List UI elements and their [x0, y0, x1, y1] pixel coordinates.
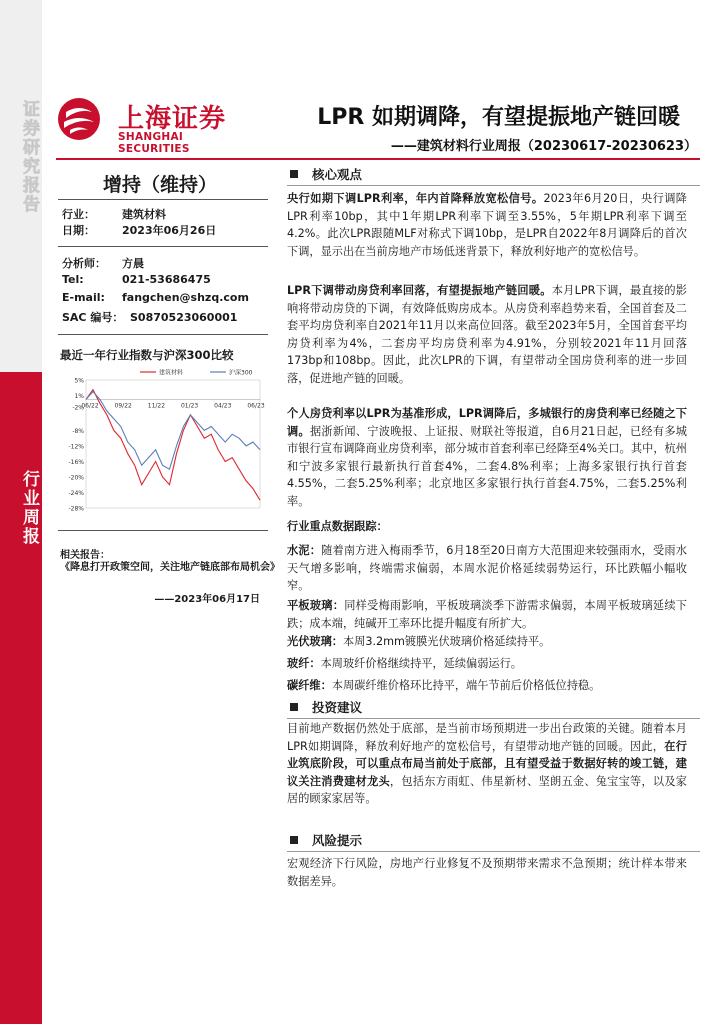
tracking-glass: 平板玻璃：同样受梅雨影响，平板玻璃淡季下游需求偏弱，本周平板玻璃延续下跌；成本端，纯碱开工率环比提升幅度有所扩大。 — [287, 599, 687, 630]
tracking-cement: 水泥：随着南方进入梅雨季节，6月18至20日南方大范围迎来较强雨水，受雨水天气增多影响，终端需求偏弱，本周水泥价格延续弱势运行，环比跌幅小幅收窄。 — [287, 544, 687, 593]
x-tick-label: 09/22 — [114, 402, 132, 410]
related-report-date: ——2023年06月17日 — [154, 594, 260, 605]
brand-name-cn: 上海证券 — [118, 104, 227, 134]
legend-label: 建筑材料 — [159, 369, 184, 377]
analyst-divider — [58, 334, 268, 335]
square-bullet-icon — [290, 836, 298, 844]
rating-divider — [58, 199, 268, 200]
report-title: LPR 如期调降，有望提振地产链回暖 — [317, 105, 680, 130]
y-tick-label: -24% — [68, 489, 84, 497]
brand-logo — [56, 96, 252, 155]
y-tick-label: -20% — [68, 474, 84, 482]
section-risk-title: 风险提示 — [290, 831, 362, 849]
x-tick-label: 11/22 — [147, 402, 166, 410]
analyst-name: 分析师： 方晨 — [62, 257, 144, 270]
y-tick-label: -8% — [72, 427, 84, 435]
tracking-fiberglass: 玻纤：本周玻纤价格继续持平，延续偏弱运行。 — [287, 657, 522, 670]
shanghai-securities-logo-icon — [56, 96, 102, 142]
x-tick-label: 04/23 — [214, 402, 232, 410]
report-subtitle: ——建筑材料行业周报（20230617-20230623） — [390, 139, 697, 154]
title-divider — [56, 158, 700, 160]
core-para-1: 央行如期下调LPR利率，年内首降释放宽松信号。2023年6月20日，央行调降LPR利率10bp，其中1年期LPR利率下调至3.55%，5年期LPR利率下调至4.2%。此次LPR跟随MLF对称式下调10bp，是LPR自2022年8月调降后的首次下调，显示出在当前房地产市场低迷背景下，释放利好地产的宽松信号。 — [287, 192, 687, 258]
analyst-tel: Tel: 021-53686475 — [62, 273, 211, 286]
x-tick-label: 06/23 — [247, 402, 265, 410]
tracking-carbon-fiber: 碳纤维：本周碳纤维价格环比持平，端午节前后价格低位持稳。 — [287, 679, 601, 692]
rating: 增持（维持） — [102, 174, 217, 196]
x-tick-label: 01/23 — [180, 402, 199, 410]
square-bullet-icon — [290, 170, 298, 178]
related-reports-title: 相关报告： — [60, 550, 110, 561]
x-tick-label: 06/22 — [81, 402, 99, 410]
risk-para: 宏观经济下行风险，房地产行业修复不及预期带来需求不急预期；统计样本带来数据差异。 — [287, 857, 687, 888]
section-core-title: 核心观点 — [290, 165, 362, 183]
invest-divider — [287, 718, 700, 719]
tracking-title: 行业重点数据跟踪： — [287, 520, 388, 533]
y-tick-label: 1% — [74, 393, 84, 401]
meta-date: 日期： 2023年06月26日 — [62, 224, 217, 237]
series-line-building-materials — [86, 390, 260, 501]
invest-para: 目前地产数据仍然处于底部，是当前市场预期进一步出台政策的关键。随着本月LPR如期调降，释放利好地产的宽松信号，有望带动地产链的回暖。因此，在行业筑底阶段，可以重点布局当前处于底部，且有望受益于数据好转的竣工链，建议关注消费建材龙头，包括东方雨虹、伟星新材、坚朗五金、兔宝宝等，以及家居的顾家家居等。 — [287, 722, 687, 806]
legend-label: 沪深300 — [229, 369, 253, 377]
index-comparison-chart — [58, 368, 268, 518]
y-tick-label: -16% — [68, 458, 84, 466]
core-divider — [287, 185, 700, 186]
y-tick-label: 5% — [74, 377, 84, 385]
related-report-link[interactable]: 《降息打开政策空间，关注地产链底部布局机会》 — [60, 562, 280, 573]
series-line-csi300 — [86, 392, 260, 470]
meta-divider — [58, 246, 268, 247]
core-para-2: LPR下调带动房贷利率回落，有望提振地产链回暖。本月LPR下调，最直接的影响将带动房贷的下调，有效降低购房成本。从房贷利率趋势来看，全国首套及二套平均房贷利率自2021年11月以来高位回落。截至2023年5月，全国首套平均房贷利率为4%，二套房平均房贷利率为4.91%，分别较2021年11月回落173bp和108bp。因此，此次LPR的下调，有望带动全国房贷利率的进一步回落，促进地产链的回暖。 — [287, 284, 687, 385]
meta-industry: 行业： 建筑材料 — [62, 208, 166, 221]
side-label-weekly: 行业周报 — [19, 470, 39, 546]
core-para-3: 个人房贷利率以LPR为基准形成，LPR调降后，多城银行的房贷利率已经随之下调。据浙新闻、宁波晚报、上证报、财联社等报道，自6月21日起，已经有多城市银行宣布调降商业房贷利率，部分城市首套利率已经降至4%关口。其中，杭州和宁波多家银行最新执行首套4%，二套4.8%利率；上海多家银行执行首套4.55%，二套5.25%利率；北京地区多家银行执行首套4.75%，二套5.25%利率。 — [287, 407, 687, 508]
brand-name-en: SHANGHAI SECURITIES — [118, 131, 190, 155]
analyst-email[interactable]: E-mail: fangchen@shzq.com — [62, 291, 249, 304]
chart-title: 最近一年行业指数与沪深300比较 — [60, 348, 234, 362]
risk-divider — [287, 851, 700, 852]
y-tick-label: -28% — [68, 505, 84, 513]
section-invest-title: 投资建议 — [290, 698, 362, 716]
y-tick-label: -12% — [68, 443, 84, 451]
y-tick-label: -2% — [72, 404, 84, 412]
chart-divider — [58, 530, 268, 531]
tracking-pv-glass: 光伏玻璃：本周3.2mm镀膜光伏玻璃价格延续持平。 — [287, 635, 551, 648]
analyst-sac: SAC 编号： S0870523060001 — [62, 311, 238, 324]
side-label-report: 证券研究报告 — [19, 100, 39, 214]
square-bullet-icon — [290, 703, 298, 711]
